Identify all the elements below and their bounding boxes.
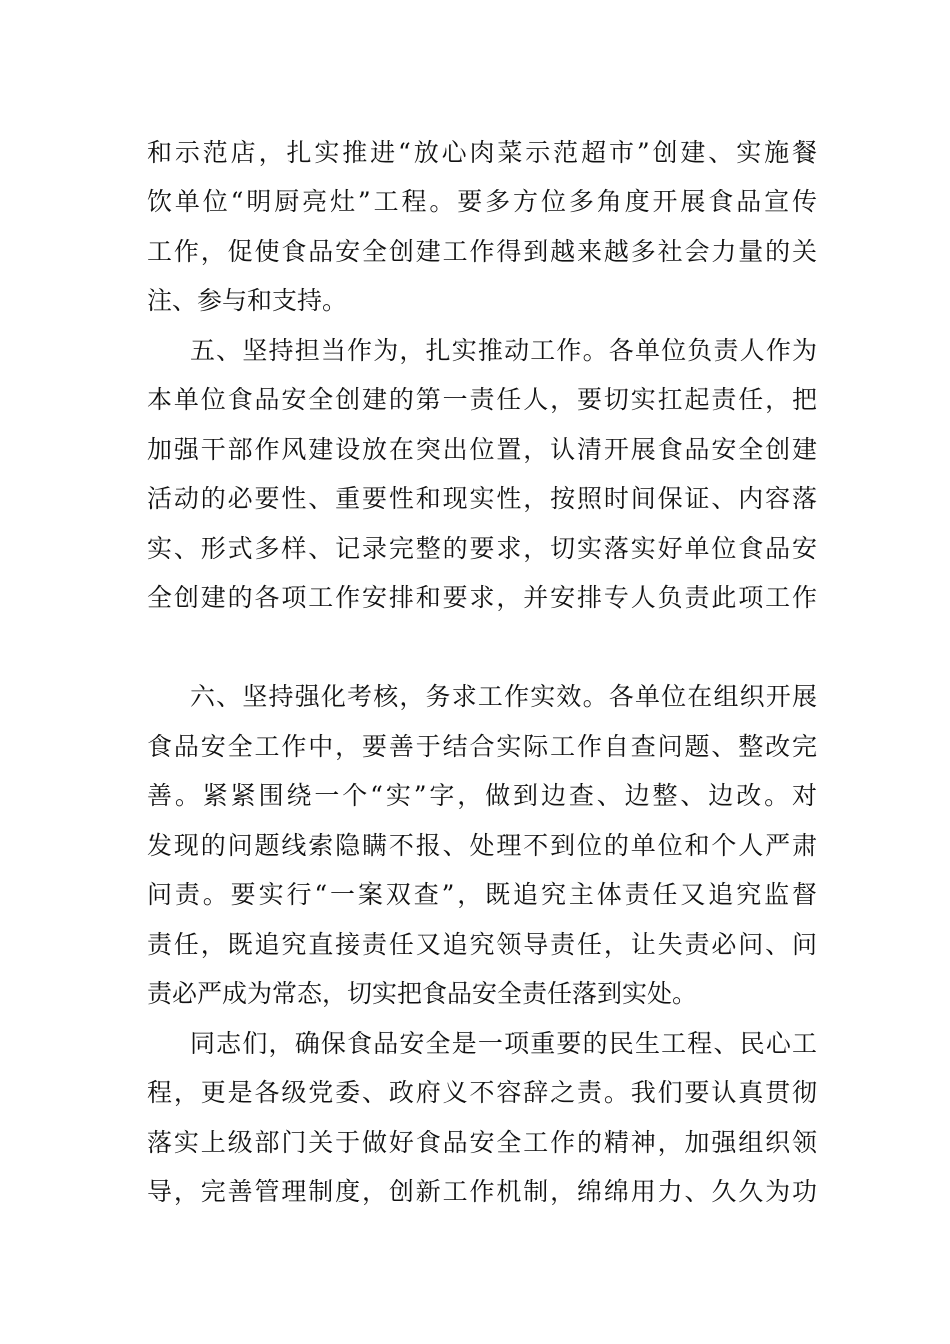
text-line: 加强干部作风建设放在突出位置，认清开展食品安全创建 — [147, 435, 817, 464]
text-line: 善。紧紧围绕一个“实”字，做到边查、边整、边改。对 — [147, 781, 817, 810]
text-line: 发现的问题线索隐瞒不报、处理不到位的单位和个人严肃 — [147, 831, 817, 860]
text-line: 导，完善管理制度，创新工作机制，绵绵用力、久久为功 — [147, 1177, 817, 1206]
text-line: 全创建的各项工作安排和要求，并安排专人负责此项工作 — [147, 583, 817, 612]
text-line: 落实上级部门关于做好食品安全工作的精神，加强组织领 — [147, 1128, 817, 1157]
text-line: 问责。要实行“一案双查”，既追究主体责任又追究监督 — [147, 880, 817, 909]
text-line: 责任，既追究直接责任又追究领导责任，让失责必问、问 — [147, 930, 817, 959]
text-line: 程，更是各级党委、政府义不容辞之责。我们要认真贯彻 — [147, 1078, 817, 1107]
text-line: 食品安全工作中，要善于结合实际工作自查问题、整改完 — [147, 732, 817, 761]
paragraph-heading-line: 五、坚持担当作为，扎实推动工作。各单位负责人作为 — [190, 336, 817, 365]
text-line: 和示范店，扎实推进“放心肉菜示范超市”创建、实施餐 — [147, 138, 817, 167]
text-line: 工作，促使食品安全创建工作得到越来越多社会力量的关 — [147, 237, 817, 266]
text-line: 实、形式多样、记录完整的要求，切实落实好单位食品安 — [147, 534, 817, 563]
paragraph-first-line: 同志们，确保食品安全是一项重要的民生工程、民心工 — [190, 1029, 817, 1058]
text-line: 饮单位“明厨亮灶”工程。要多方位多角度开展食品宣传 — [147, 187, 817, 216]
paragraph-heading-line: 六、坚持强化考核，务求工作实效。各单位在组织开展 — [190, 682, 817, 711]
text-line: 责必严成为常态，切实把食品安全责任落到实处。 — [147, 979, 698, 1008]
text-line: 活动的必要性、重要性和现实性，按照时间保证、内容落 — [147, 484, 817, 513]
text-line: 注、参与和支持。 — [147, 286, 348, 315]
text-line: 本单位食品安全创建的第一责任人，要切实扛起责任，把 — [147, 385, 817, 414]
